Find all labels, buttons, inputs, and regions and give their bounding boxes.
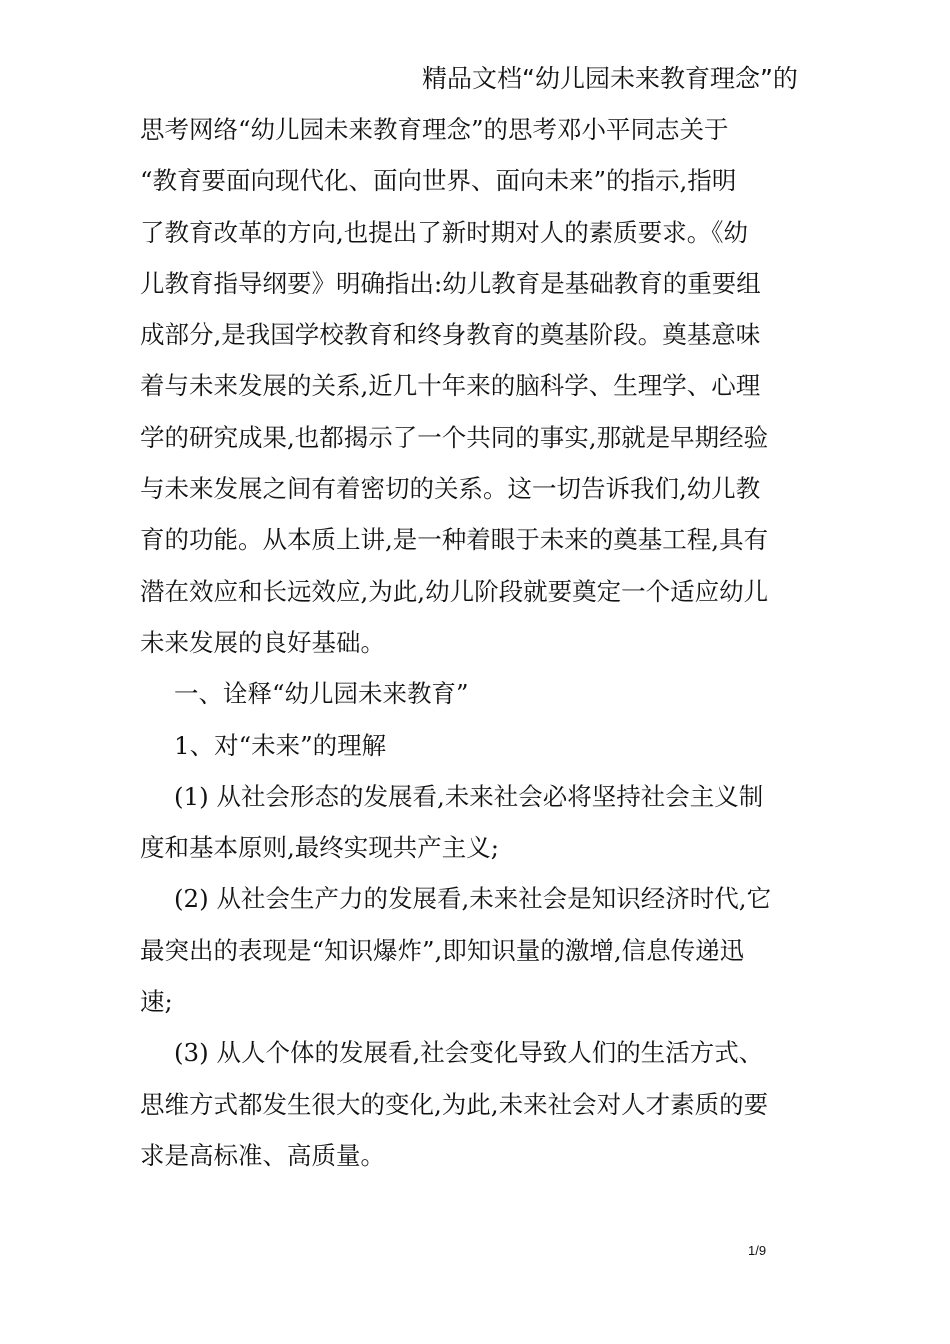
body-line: “教育要面向现代化、面向世界、面向未来”的指示,指明 bbox=[140, 166, 737, 196]
section-heading: 一、诠释“幼儿园未来教育” bbox=[174, 679, 469, 709]
title-continuation: 思考 bbox=[140, 115, 189, 144]
body-line: 潜在效应和长远效应,为此,幼儿阶段就要奠定一个适应幼儿 bbox=[140, 576, 769, 606]
page-number: 1/9 bbox=[748, 1243, 767, 1258]
body-line: 速; bbox=[140, 987, 173, 1017]
body-line: 成部分,是我国学校教育和终身教育的奠基阶段。奠基意味 bbox=[140, 320, 761, 350]
body-line: 学的研究成果,也都揭示了一个共同的事实,那就是早期经验 bbox=[140, 422, 769, 452]
list-item: (3) 从人个体的发展看,社会变化导致人们的生活方式、 bbox=[174, 1038, 764, 1068]
body-line: 育的功能。从本质上讲,是一种着眼于未来的奠基工程,具有 bbox=[140, 525, 769, 555]
body-line: 与未来发展之间有着密切的关系。这一切告诉我们,幼儿教 bbox=[140, 474, 761, 504]
body-line: 度和基本原则,最终实现共产主义; bbox=[140, 833, 500, 863]
document-title: 精品文档“幼儿园未来教育理念”的 bbox=[422, 64, 798, 93]
body-line: 了教育改革的方向,也提出了新时期对人的素质要求。《幼 bbox=[140, 217, 749, 247]
body-line: 求是高标准、高质量。 bbox=[140, 1140, 385, 1170]
list-item: (1) 从社会形态的发展看,未来社会必将坚持社会主义制 bbox=[174, 781, 764, 811]
body-line: 思维方式都发生很大的变化,为此,未来社会对人才素质的要 bbox=[140, 1089, 769, 1119]
body-line: 未来发展的良好基础。 bbox=[140, 627, 385, 657]
body-line: 儿教育指导纲要》明确指出:幼儿教育是基础教育的重要组 bbox=[140, 268, 761, 298]
list-item: (2) 从社会生产力的发展看,未来社会是知识经济时代,它 bbox=[174, 884, 772, 914]
subsection-heading: 1、对“未来”的理解 bbox=[174, 730, 387, 760]
body-line: 着与未来发展的关系,近几十年来的脑科学、生理学、心理 bbox=[140, 371, 761, 401]
document-body bbox=[140, 104, 812, 1181]
paragraph-text: 网络“幼儿园未来教育理念”的思考邓小平同志关于 bbox=[189, 115, 729, 144]
body-line bbox=[140, 104, 812, 155]
body-line: 最突出的表现是“知识爆炸”,即知识量的激增,信息传递迅 bbox=[140, 935, 745, 965]
